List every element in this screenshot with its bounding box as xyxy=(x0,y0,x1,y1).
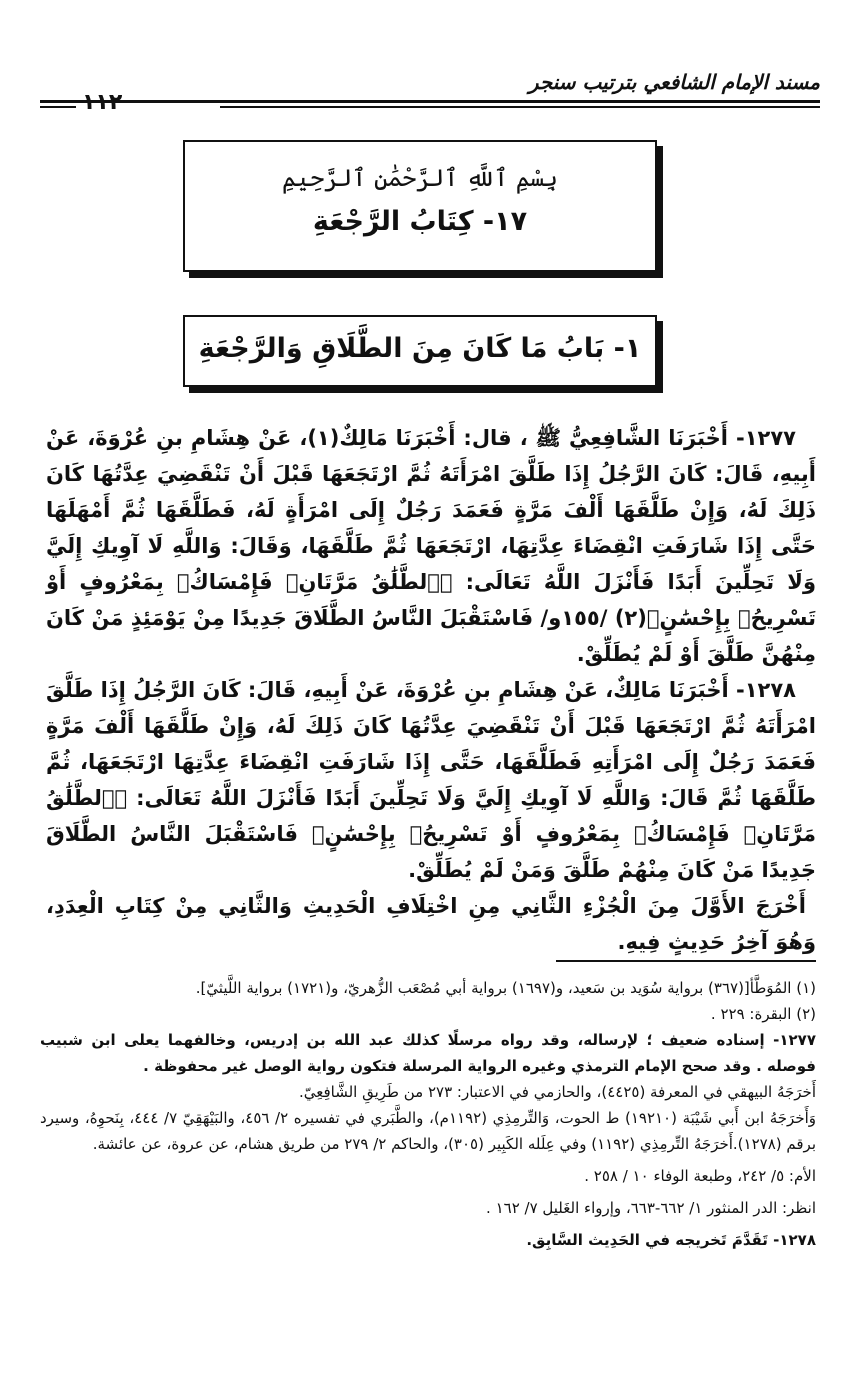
footnote-2: (٢) البقرة: ٢٢٩ . xyxy=(710,1005,816,1023)
takhrij-1277-a: أَخرَجَهُ البيهقي في المعرفة (٤٤٢٥)، والحازمي في الاعتبار: ٢٧٣ من طَرِيقِ الشَّافِعِيّ. xyxy=(298,1083,816,1101)
colophon: أَخْرَجَ الأَوَّلَ مِنَ الْجُزْءِ الثَّانِي مِنِ اخْتِلَافِ الْحَدِيثِ وَالثَّانِي مِنْ كِتَابِ الْعِدَدِ، وَهُوَ آخِرُ حَدِيثٍ فِيهِ. xyxy=(46,894,816,954)
hadith-1278: ١٢٧٨- أَخْبَرَنَا مَالِكٌ، عَنْ هِشَامِ بنِ عُرْوَةَ، عَنْ أَبِيهِ، قَالَ: كَانَ الرَّجُلُ إِذَا طَلَّقَ امْرَأَتَهُ ثُمَّ ارْتَجَعَهَا قَبْلَ أَنْ تَنْقَضِيَ عِدَّتُهَا كَانَ ذَلِكَ لَهُ، وَإِنْ طَلَّقَهَا أَلْفَ مَرَّةٍ فَعَمَدَ رَجُلٌ إِلَى امْرَأَتِهِ فَطَلَّقَهَا، حَتَّى إِذَا شَارَفَتِ انْقِضَاءَ عِدَّتِهَا ارْتَجَعَهَا، ثُمَّ طَلَّقَهَا ثُمَّ قَالَ: وَاللَّهِ لَا آوِيكِ إِلَيَّ وَلَا تَحِلِّينَ أَبَدًا فَأَنْزَلَ اللَّهُ تَعَالَى: ﴿ٱلطَّلَٰقُ مَرَّتَانِۖ فَإِمْسَاكُۢ بِمَعْرُوفٍ أَوْ تَسْرِيحُۢ بِإِحْسَٰنٍ﴾ فَاسْتَقْبَلَ النَّاسُ الطَّلَاقَ جَدِيدًا مَنْ كَانَ مِنْهُمْ طَلَّقَ وَمَنْ لَمْ يُطَلِّقْ. xyxy=(46,678,816,882)
double-rule xyxy=(220,106,820,108)
hadith-1277: ١٢٧٧- أَخْبَرَنَا الشَّافِعِيُّ ﷺ ، قال: أَخْبَرَنَا مَالِكٌ(١)، عَنْ هِشَامِ بنِ عُرْوَةَ، عَنْ أَبِيهِ، قَالَ: كَانَ الرَّجُلُ إِذَا طَلَّقَ امْرَأَتَهُ ثُمَّ ارْتَجَعَهَا قَبْلَ أَنْ تَنْقَضِيَ عِدَّتُهَا كَانَ ذَلِكَ لَهُ، وَإِنْ طَلَّقَهَا أَلْفَ مَرَّةٍ فَعَمَدَ رَجُلٌ إِلَى امْرَأَةٍ لَهُ، فَطَلَّقَهَا ثُمَّ أَمْهَلَهَا حَتَّى إِذَا شَارَفَتِ انْقِضَاءَ عِدَّتِهَا، ارْتَجَعَهَا ثُمَّ طَلَّقَهَا، وَقَالَ: وَاللَّهِ لَا آوِيكِ إِلَيَّ وَلَا تَحِلِّينَ أَبَدًا فَأَنْزَلَ اللَّهُ تَعَالَى: ﴿ٱلطَّلَٰقُ مَرَّتَانِۖ فَإِمْسَاكُۢ بِمَعْرُوفٍ أَوْ تَسْرِيحُۢ بِإِحْسَٰنٍ﴾(٢) /١٥٥و/ فَاسْتَقْبَلَ النَّاسُ الطَّلَاقَ جَدِيدًا مِنْ يَوْمَئِذٍ مَنْ كَانَ مِنْهُنَّ طَلَّقَ أَوْ لَمْ يُطَلِّقْ. xyxy=(46,426,816,666)
double-rule-short xyxy=(40,100,76,102)
footnote-separator xyxy=(556,960,816,962)
double-rule xyxy=(220,100,820,102)
section-box xyxy=(183,315,657,387)
book-title: مسند الإمام الشافعي بترتيب سنجر xyxy=(528,70,820,94)
takhrij-1277-b: وَأَخرَجَهُ ابن أَبي شَيْبَة (١٩٢١٠) ط الحوت، وَالتِّرمِذِي (١١٩٢م)، والطَّبَري في تفسيره ٢/ ٤٥٦، والبَيْهَقِيّ ٧/ ٤٤٤، بِنَحوِهُ، وسيرد برقم (١٢٧٨).أَخرَجَهُ التِّرمِذِي (١١٩٢) وفي عِلَله الكَبِير (٣٠٥)، والحاكم ٢/ ٢٧٩ من طريق هشام، عن عروة، عن عائشة. xyxy=(40,1109,817,1153)
page-number: ١١٢ xyxy=(82,90,123,115)
double-rule-short xyxy=(40,106,76,108)
see-also-reference: انظر: الدر المنثور ١/ ٦٦٢-٦٦٣، وإرواء الغَليل ٧/ ١٦٢ . xyxy=(486,1199,816,1217)
chapter-box xyxy=(183,140,657,272)
basmala: بِسْمِ ٱللَّهِ ٱلرَّحْمَٰنِ ٱلرَّحِيمِ xyxy=(281,164,558,192)
page-number-row xyxy=(40,92,820,118)
takhrij-1278: ١٢٧٨- تَقَدَّمَ تَخريجه في الحَدِيث السَّابِق. xyxy=(526,1231,816,1249)
umm-reference: الأم: ٥/ ٢٤٢، وطبعة الوفاء ١٠ / ٢٥٨ . xyxy=(584,1167,816,1185)
footnote-1: (١) المُوَطَّأ[(٣٦٧) برواية سُوَيد بن سَعيد، و(١٦٩٧) برواية أبي مُصْعَب الزُّهريّ، و(١٧٢١) برواية اللَّيثيّ]. xyxy=(195,979,816,997)
footnotes xyxy=(40,975,816,1253)
section-title: ١- بَابُ مَا كَانَ مِنَ الطَّلَاقِ وَالرَّجْعَةِ xyxy=(198,333,642,364)
takhrij-1277-grade: ١٢٧٧- إسناده ضعيف ؛ لإرساله، وقد رواه مرسلًا كذلك عبد الله بن إدريس، وخالفهما يعلى ابن شبيب فوصله . وقد صحح الإمام الترمذي وغيره الرواية المرسلة فتكون رواية الوصل غير محفوظة . xyxy=(40,1031,816,1075)
main-text xyxy=(46,420,816,960)
chapter-title: ١٧- كِتَابُ الرَّجْعَةِ xyxy=(312,206,528,237)
